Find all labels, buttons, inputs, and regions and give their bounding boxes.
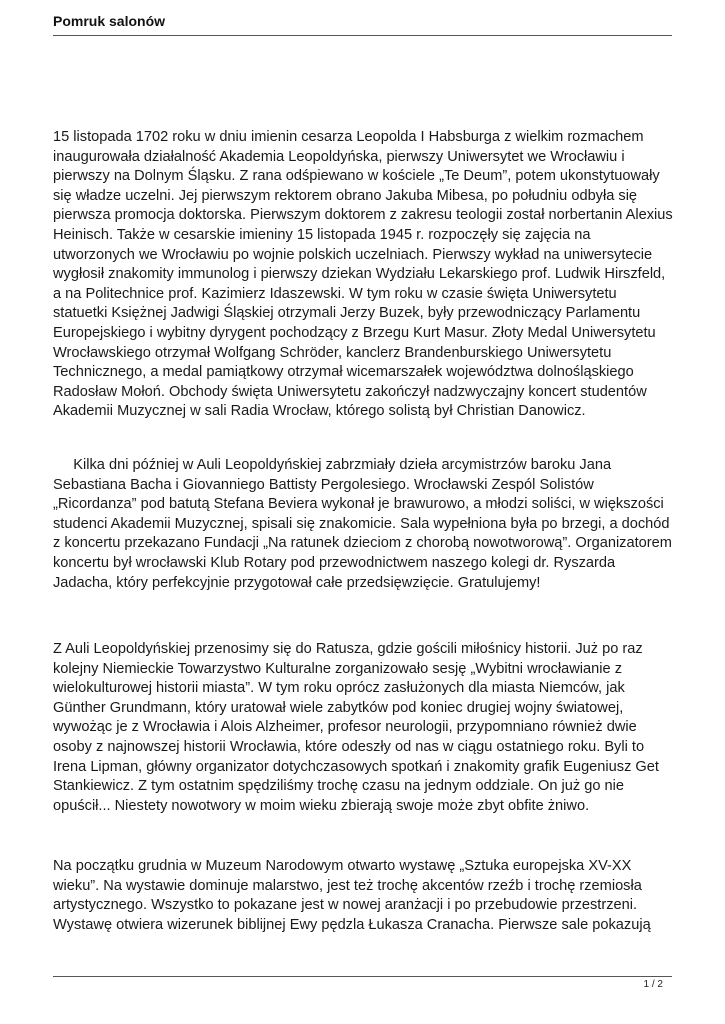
page-number: 1 / 2 [643,979,663,990]
paragraph-university-anniversary: 15 listopada 1702 roku w dniu imienin cesarza Leopolda I Habsburga z wielkim rozmachem inaugurowała działalność Akademia Leopoldyńska, pierwszy Uniwersytet we Wrocławiu i pierwszy na Dolnym Śląsku. Z rana odśpiewano w kościele „Te Deum”, potem ukonstytuowały się władze uczelni. Jej pierwszym rektorem obrano Jakuba Mibesa, po południu odbyła się pierwsza promocja doktorska. Pierwszym doktorem z zakresu teologii został norbertanin Alexius Heinisch. Także w cesarskie imieniny 15 listopada 1945 r. rozpoczęły się zajęcia na utworzonych we Wrocławiu po wojnie polskich uczelniach. Pierwszy wykład na uniwersytecie wygłosił znakomity immunolog i pierwszy dziekan Wydziału Lekarskiego prof. Ludwik Hirszfeld, a na Politechnice prof. Kazimierz Idaszewski. W tym roku w czasie święta Uniwersytetu statuetki Księżnej Jadwigi Śląskiej otrzymali Jerzy Buzek, były przewodniczący Parlamentu Europejskiego i wybitny dyrygent pochodzący z Brzegu Kurt Masur. Złoty Medal Uniwersytetu Wrocławskiego otrzymał Wolfgang Schröder, kanclerz Brandenburskiego Uniwersytetu Technicznego, a medal pamiątkowy otrzymał wicemarszałek województwa dolnośląskiego Radosław Mołoń. Obchody święta Uniwersytetu zakończył nadzwyczajny koncert studentów Akademii Muzycznej w sali Radia Wrocław, którego solistą był Christian Danowicz. [53,129,673,420]
document-header-title: Pomruk salonów [53,13,166,29]
header-divider [53,35,672,36]
footer-divider [53,976,672,977]
paragraph-national-museum-exhibition: Na początku grudnia w Muzeum Narodowym otwarto wystawę „Sztuka europejska XV-XX wieku”. Na wystawie dominuje malarstwo, jest też trochę akcentów rzeźb i trochę rzemiosła artystycznego. Wszystko to pokazane jest w nowej aranżacji i po przebudowie przestrzeni. Wystawę otwiera wizerunek biblijnej Ewy pędzla Łukasza Cranacha. Pierwsze sale pokazują [53,858,651,933]
paragraph-baroque-concert: Kilka dni później w Auli Leopoldyńskiej zabrzmiały dzieła arcymistrzów baroku Jana Sebastiana Bacha i Giovanniego Battisty Pergolesiego. Wrocławski Zespól Solistów „Ricordanza” pod batutą Stefana Beviera wykonał je brawurowo, a młodzi soliści, w większości studenci Akademii Muzycznej, spisali się znakomicie. Sala wypełniona była po brzegi, a dochód z koncertu przekazano Fundacji „Na ratunek dzieciom z chorobą nowotworową”. Organizatorem koncertu był wrocławski Klub Rotary pod przewodnictwem naszego kolegi dr. Ryszarda Jadacha, który perfekcyjnie przygotował całe przedsięwzięcie. Gratulujemy! [53,457,676,591]
paragraph-town-hall-session: Z Auli Leopoldyńskiej przenosimy się do Ratusza, gdzie gościli miłośnicy historii. Już po raz kolejny Niemieckie Towarzystwo Kulturalne zorganizowało sesję „Wybitni wrocławianie z wielokulturowej historii miasta”. W tym roku oprócz zasłużonych dla miasta Niemców, jak Günther Grundmann, który uratował wiele zabytków pod koniec drugiej wojny światowej, wywożąc je z Wrocławia i Alois Alzheimer, profesor neurologii, przypomniano również dwie osoby z najnowszej historii Wrocławia, które odeszły od nas w ciągu ostatniego roku. Byli to Irena Lipman, główny organizator dotychczasowych spotkań i znakomity grafik Eugeniusz Get Stankiewicz. Z tym ostatnim spędziliśmy trochę czasu na jednym oddziale. On już go nie opuścił... Niestety nowotwory w moim wieku zbierają swoje może zbyt obfite żniwo. [53,641,659,814]
